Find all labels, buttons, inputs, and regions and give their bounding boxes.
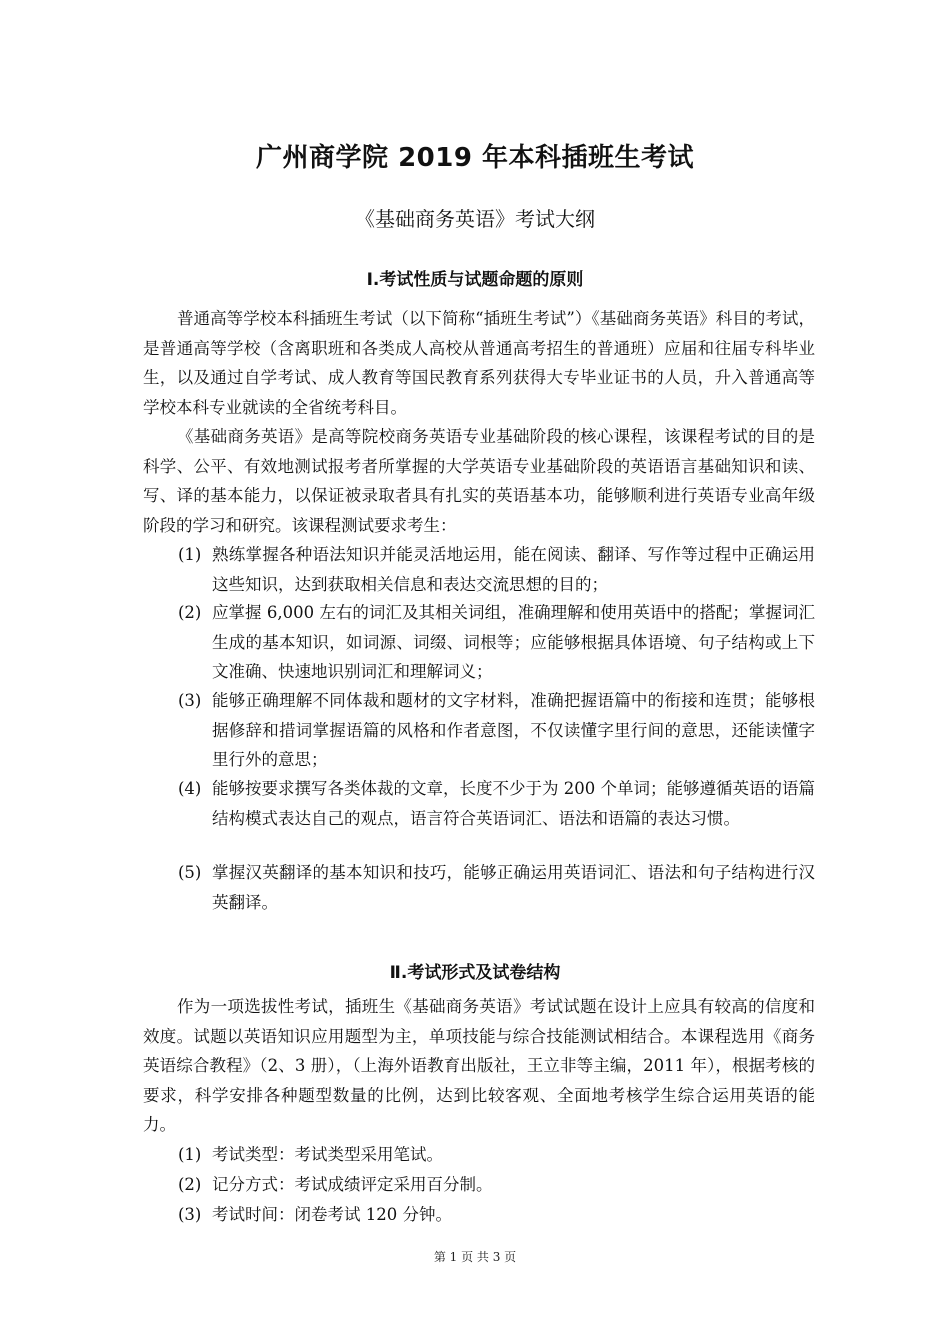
requirement-text: 掌握汉英翻译的基本知识和技巧，能够正确运用英语词汇、语法和句子结构进行汉英翻译。: [212, 863, 815, 912]
requirement-item-4: [178, 774, 815, 833]
requirement-item-3: [178, 686, 815, 775]
requirement-text: 能够正确理解不同体裁和题材的文字材料，准确把握语篇中的衔接和连贯；能够根据修辞和措词掌握语篇的风格和作者意图，不仅读懂字里行间的意思，还能读懂字里行外的意思；: [212, 691, 815, 769]
requirement-text: 熟练掌握各种语法知识并能灵活地运用，能在阅读、翻译、写作等过程中正确运用这些知识，达到获取相关信息和表达交流思想的目的；: [212, 545, 815, 594]
exam-item-number: (3): [178, 1205, 202, 1224]
requirement-item-2: [178, 598, 815, 687]
requirement-number: (4): [178, 779, 202, 798]
requirement-number: (5): [178, 863, 202, 882]
exam-item-number: (1): [178, 1145, 202, 1164]
section-2-paragraph: 作为一项选拔性考试，插班生《基础商务英语》考试试题在设计上应具有较高的信度和效度。试题以英语知识应用题型为主，单项技能与综合技能测试相结合。本课程选用《商务英语综合教程》（2、3 册），（上海外语教育出版社，王立非等主编，2011 年），根据考核的要求，科学安排各种题型数量的比例，达到比较客观、全面地考核学生综合运用英语的能力。: [143, 997, 815, 1134]
requirement-number: (2): [178, 603, 202, 622]
section-2-heading: Ⅱ.考试形式及试卷结构: [389, 963, 561, 983]
exam-item-text: 考试时间：闭卷考试 120 分钟。: [212, 1205, 452, 1224]
section-1-heading: Ⅰ.考试性质与试题命题的原则: [366, 270, 584, 290]
requirement-text: 能够按要求撰写各类体裁的文章，长度不少于为 200 个单词；能够遵循英语的语篇结构模式表达自己的观点，语言符合英语词汇、语法和语篇的表达习惯。: [212, 779, 815, 828]
document-subtitle: 《基础商务英语》考试大纲: [355, 207, 595, 231]
page-footer: 第 1 页 共 3 页: [433, 1250, 517, 1264]
exam-item-3: [178, 1200, 815, 1230]
requirement-number: (3): [178, 691, 202, 710]
exam-item-number: (2): [178, 1175, 202, 1194]
requirement-number: (1): [178, 545, 202, 564]
requirement-text: 应掌握 6,000 左右的词汇及其相关词组，准确理解和使用英语中的搭配；掌握词汇生成的基本知识，如词源、词缀、词根等；应能够根据具体语境、句子结构或上下文准确、快速地识别词汇和理解词义；: [212, 603, 815, 681]
exam-item-2: [178, 1170, 815, 1200]
exam-item-1: [178, 1140, 815, 1170]
requirement-item-5: [178, 858, 815, 917]
section-1-paragraph-1: 普通高等学校本科插班生考试（以下简称“插班生考试”）《基础商务英语》科目的考试，是普通高等学校（含离职班和各类成人高校从普通高考招生的普通班）应届和往届专科毕业生，以及通过自学考试、成人教育等国民教育系列获得大专毕业证书的人员，升入普通高等学校本科专业就读的全省统考科目。: [143, 309, 815, 417]
section-1-paragraph-2: 《基础商务英语》是高等院校商务英语专业基础阶段的核心课程，该课程考试的目的是科学、公平、有效地测试报考者所掌握的大学英语专业基础阶段的英语语言基础知识和读、写、译的基本能力，以保证被录取者具有扎实的英语基本功，能够顺利进行英语专业高年级阶段的学习和研究。该课程测试要求考生：: [143, 427, 815, 535]
exam-item-text: 记分方式：考试成绩评定采用百分制。: [212, 1175, 493, 1194]
requirement-item-1: [178, 540, 815, 599]
document-title: 广州商学院 2019 年本科插班生考试: [256, 143, 694, 173]
exam-item-text: 考试类型：考试类型采用笔试。: [212, 1145, 443, 1164]
